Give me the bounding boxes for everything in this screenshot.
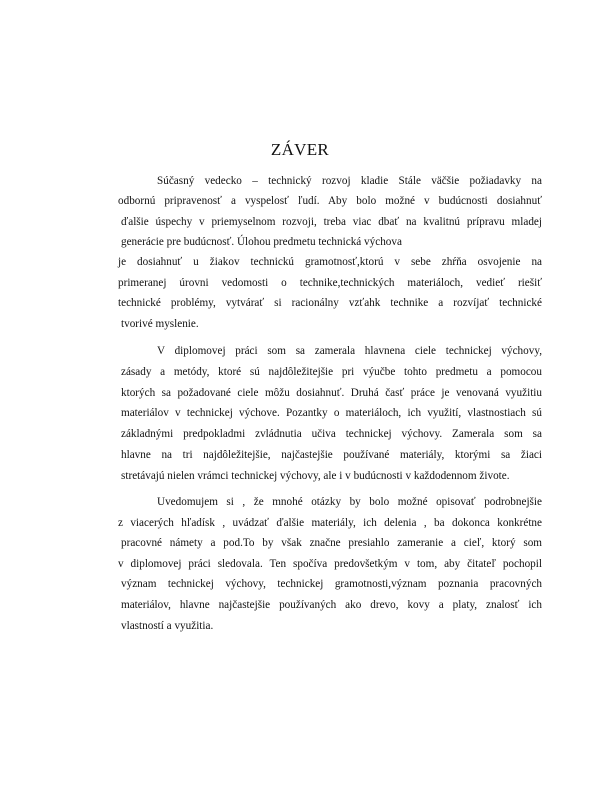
paragraph-line: pracovné námety a pod.To by však značne presiahlo zameranie a cieľ, ktorý som [121,537,542,549]
paragraph-line: základnými predpokladmi zvládnutia učiva technickej výchovy. Zamerala som sa [121,428,542,440]
paragraph-line: ďalšie úspechy v priemyselnom rozvoji, treba viac dbať na kvalitnú prípravu mladej [121,216,542,228]
paragraph-line: odbornú pripravenosť a vyspelosť ľudí. Aby bolo možné v budúcnosti dosiahnuť [118,195,542,207]
paragraph-line: materiálov, hlavne najčastejšie používaných ako drevo, kovy a platy, znalosť ich [121,599,542,611]
paragraph-line: význam technickej výchovy, technickej gramotnosti,význam poznania pracovných [121,578,542,590]
paragraph-line: V diplomovej práci som sa zamerala hlavnena ciele technickej výchovy, [157,345,542,357]
paragraph-line: vlastností a využitia. [121,620,214,632]
paragraph-line: ktorých sa požadované ciele môžu dosiahnuť. Druhá časť práce je venovaná využitiu [121,387,542,399]
paragraph-line: z viacerých hľadísk , uvádzať ďalšie materiály, ich delenia , ba dokonca konkrétne [118,517,542,529]
page-title: ZÁVER [270,140,330,159]
paragraph-line: tvorivé myslenie. [121,318,199,330]
paragraph-line: Súčasný vedecko – technický rozvoj kladie Stále väčšie požiadavky na [157,175,542,187]
paragraph-line: v diplomovej práci sledovala. Ten spočíva predovšetkým v tom, aby čitateľ pochopil [118,558,542,570]
paragraph-line: generácie pre budúcnosť. Úlohou predmetu technická výchova [121,236,402,248]
paragraph-line: technické problémy, vytvárať si racionálny vzťahk technike a rozvíjať technické [118,297,542,309]
paragraph-line: hlavne na tri najdôležitejšie, najčastejšie používané materiály, ktorými sa žiaci [121,449,542,461]
paragraph-line: je dosiahnuť u žiakov technickú gramotnosť,ktorú v sebe zhŕňa osvojenie na [118,256,542,268]
paragraph-line: materiálov v technickej výchove. Pozantky o materiáloch, ich využití, vlastnostiach sú [121,407,542,419]
paragraph-line: stretávajú nielen vrámci technickej výchovy, ale i v budúcnosti v každodennom živote. [121,470,510,482]
paragraph-line: primeranej úrovni vedomosti o technike,technických materiáloch, vedieť riešiť [118,277,542,289]
paragraph-line: Uvedomujem si , že mnohé otázky by bolo možné opisovať podrobnejšie [157,496,542,508]
paragraph-line: zásady a metódy, ktoré sú najdôležitejšie pri výučbe tohto predmetu a pomocou [121,366,542,378]
